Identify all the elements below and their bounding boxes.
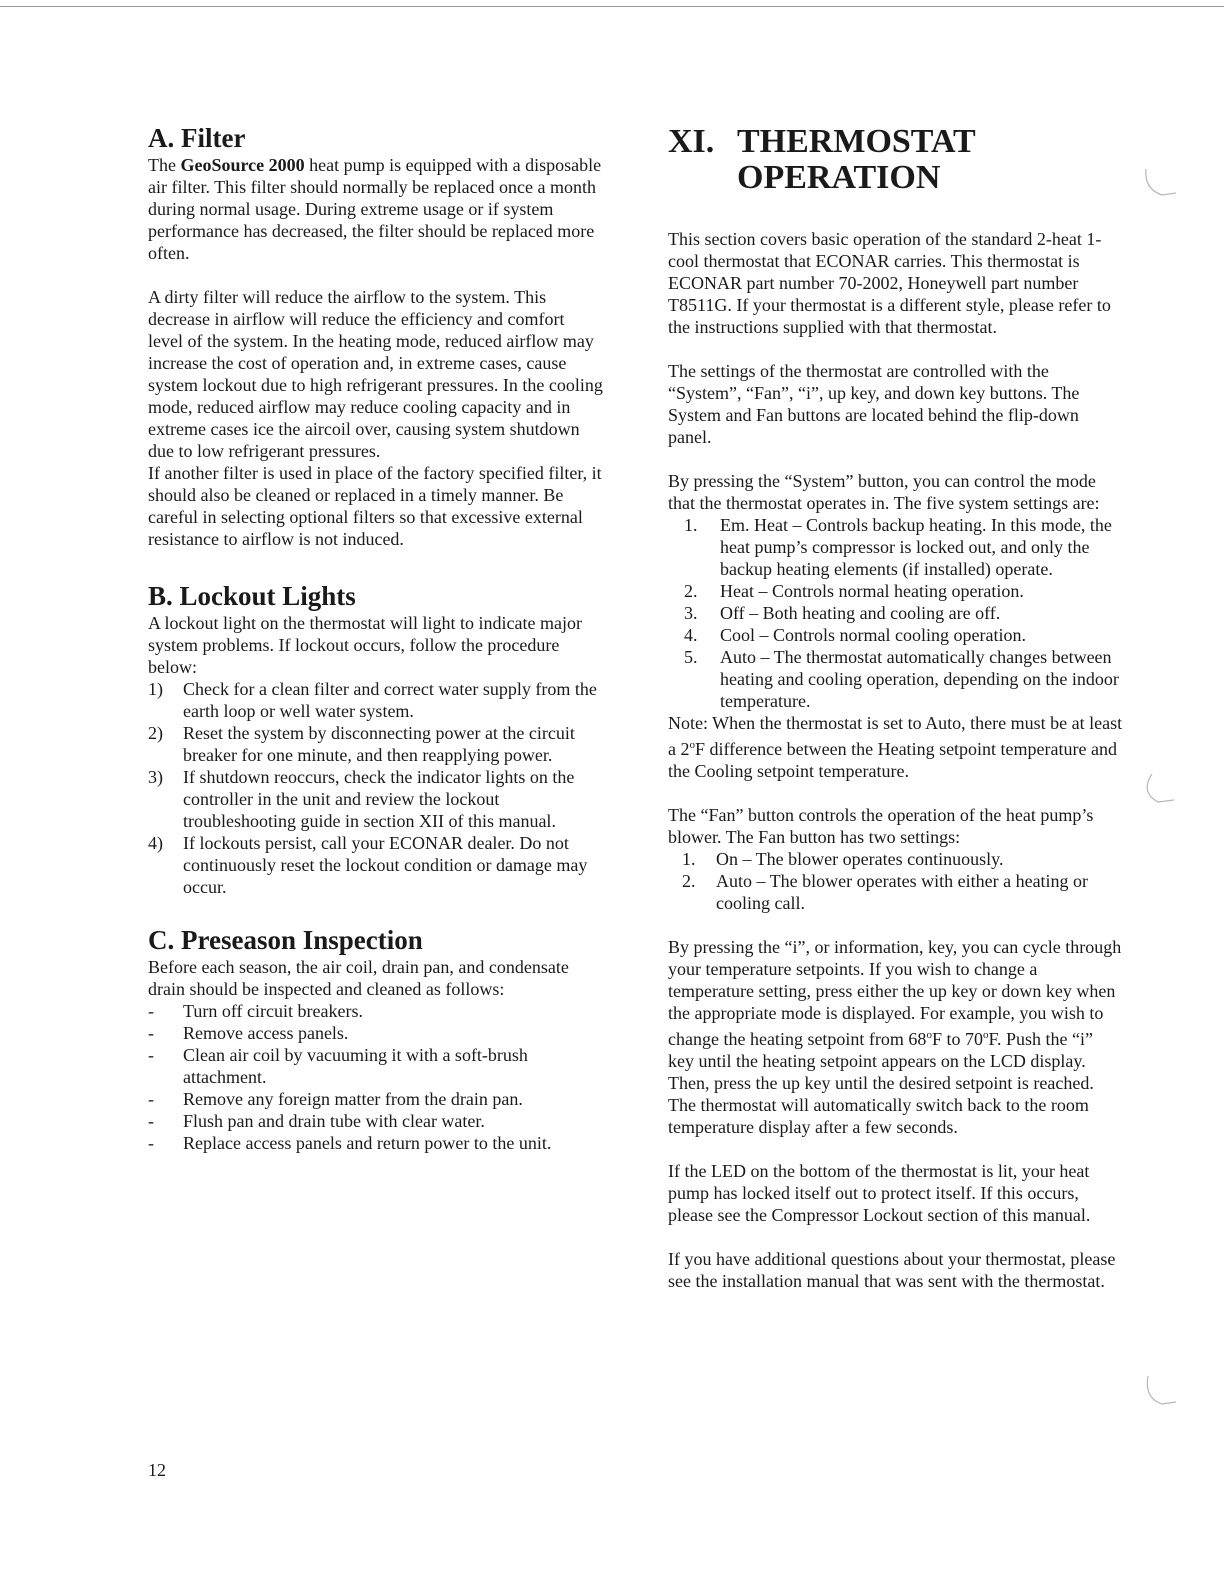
filter-p1-rest: heat pump is equipped with a disposable air filter. This filter should normally be replaced once a month during normal usage. During extreme usage or if system performance has decreased, the filter should be replaced more often. [148,155,602,263]
list-item: 2. Auto – The blower operates with either a heating or cooling call. [682,871,1089,913]
degree-symbol: o [982,1029,989,1041]
left-column [148,122,603,1154]
info-key-paragraph: By pressing the “i”, or information, key, you can cycle through your temperature setpoints. If you wish to change a temperature setting, press either the up key or down key when the appropriate mode is displayed. For example, you wish to change the heating setpoint from 68$^o$F to 70$^o$F. Push the “i” key until the heating setpoint appears on the LCD display. Then, press the up key until the desired setpoint is reached. The thermostat will automatically switch back to the room temperature display after a few seconds. [668,937,1122,1137]
lockout-intro: A lockout light on the thermostat will light to indicate major system problems. If lockout occurs, follow the procedure below: [148,613,582,677]
lockout-section [148,580,603,898]
list-item: 1. Em. Heat – Controls backup heating. In this mode, the heat pump’s compressor is locked out, and only the backup heating elements (if installed) operate. [684,515,1112,579]
binder-hole-mark-icon [1140,770,1180,810]
list-item: 2. Heat – Controls normal heating operation. [684,581,1024,601]
chapter-title-line-2: OPERATION [737,159,941,196]
lockout-steps [148,678,603,898]
degree-symbol: o [689,739,695,751]
list-item: 4. Cool – Controls normal cooling operation. [684,625,1026,645]
system-settings-list [668,514,1123,712]
binder-hole-mark-icon [1140,1372,1180,1412]
list-item: - Replace access panels and return power to the unit. [148,1133,552,1153]
filter-paragraph-3: If another filter is used in place of the factory specified filter, it should also be cleaned or replaced in a timely manner. Be careful in selecting optional filters so that excessive external resistance to airflow is not induced. [148,463,602,549]
list-item: 3) If shutdown reoccurs, check the indicator lights on the controller in the unit and review the lockout troubleshooting guide in section XII of this manual. [148,767,575,831]
list-item: - Clean air coil by vacuuming it with a soft-brush attachment. [148,1045,528,1087]
lockout-heading: B. Lockout Lights [148,581,356,611]
filter-p1-prefix: The [148,155,181,175]
right-column [668,122,1123,1292]
buttons-paragraph: The settings of the thermostat are controlled with the “System”, “Fan”, “i”, up key, and down key buttons. The System and Fan buttons are located behind the flip-down panel. [668,361,1080,447]
filter-section [148,122,603,550]
list-item: 2) Reset the system by disconnecting power at the circuit breaker for one minute, and then reapplying power. [148,723,575,765]
binder-hole-mark-icon [1140,165,1180,205]
top-scan-rule [0,6,1224,7]
chapter-title-line-1: THERMOSTAT [737,123,976,160]
preseason-intro: Before each season, the air coil, drain pan, and condensate drain should be inspected and cleaned as follows: [148,957,569,999]
list-item: 3. Off – Both heating and cooling are off. [684,603,1001,623]
list-item: - Turn off circuit breakers. [148,1001,363,1021]
auto-note: Note: When the thermostat is set to Auto, there must be at least a 2$^o$F difference between the Heating setpoint temperature and the Cooling setpoint temperature. [668,713,1123,781]
page-number: 12 [148,1460,166,1480]
additional-questions-paragraph: If you have additional questions about your thermostat, please see the installation manual that was sent with the thermostat. [668,1249,1116,1291]
preseason-checklist [148,1000,603,1154]
filter-paragraph-1 [148,154,603,264]
degree-symbol: o [926,1029,932,1041]
system-button-paragraph: By pressing the “System” button, you can control the mode that the thermostat operates in. The five system settings are: [668,471,1100,513]
led-paragraph: If the LED on the bottom of the thermostat is lit, your heat pump has locked itself out to protect itself. If this occurs, please see the Compressor Lockout section of this manual. [668,1161,1091,1225]
chapter-heading [668,122,1123,228]
filter-paragraph-2: A dirty filter will reduce the airflow to the system. This decrease in airflow will reduce the efficiency and comfort level of the system. In the heating mode, reduced airflow may increase the cost of operation and, in extreme cases, cause system lockout due to high refrigerant pressures. In the cooling mode, reduced airflow may reduce cooling capacity and in extreme cases ice the aircoil over, causing system shutdown due to low refrigerant pressures. [148,287,603,461]
fan-button-paragraph: The “Fan” button controls the operation of the heat pump’s blower. The Fan button has two settings: [668,805,1094,847]
chapter-number: XI. [668,123,715,160]
list-item: - Remove any foreign matter from the drain pan. [148,1089,523,1109]
list-item: 1. On – The blower operates continuously. [682,849,1004,869]
thermostat-intro-paragraph: This section covers basic operation of the standard 2-heat 1-cool thermostat that ECONAR carries. This thermostat is ECONAR part number 70-2002, Honeywell part number T8511G. If your thermostat is a different style, please refer to the instructions supplied with that thermostat. [668,229,1111,337]
list-item: 4) If lockouts persist, call your ECONAR dealer. Do not continuously reset the lockout condition or damage may occur. [148,833,588,897]
list-item: - Remove access panels. [148,1023,349,1043]
filter-heading: A. Filter [148,123,246,153]
product-name: GeoSource 2000 [180,155,305,175]
list-item: - Flush pan and drain tube with clear water. [148,1111,485,1131]
list-item: 1) Check for a clean filter and correct water supply from the earth loop or well water system. [148,679,597,721]
list-item: 5. Auto – The thermostat automatically changes between heating and cooling operation, depending on the indoor temperature. [684,647,1119,711]
fan-settings-list [668,848,1123,914]
preseason-heading: C. Preseason Inspection [148,925,423,955]
preseason-section [148,924,603,1154]
